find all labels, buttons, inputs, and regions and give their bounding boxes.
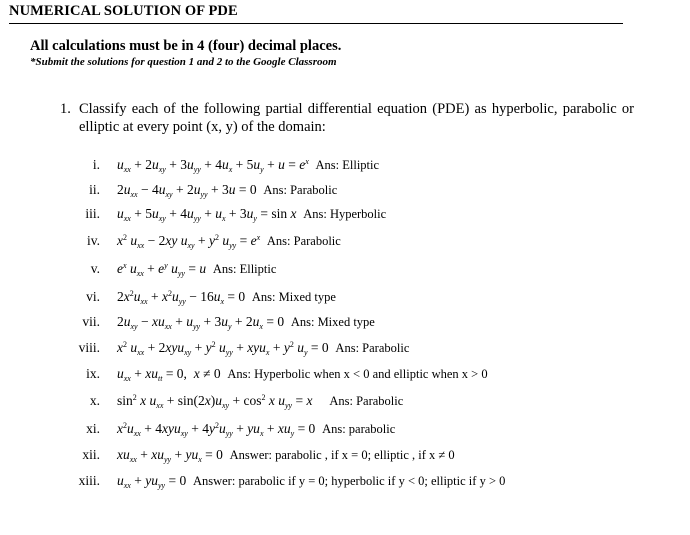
pde-equation: $x^2u_{xx} + 4xyu_{xy} + 4y^2u_{yy} + yu_x + xu_y = 0$ Ans: parabolic xyxy=(117,421,396,438)
item-label: iv. xyxy=(87,233,100,248)
item-answer: Answer: parabolic , if x = 0; elliptic , if x ≠ 0 xyxy=(229,448,455,462)
item-answer: Ans: Parabolic xyxy=(263,183,338,197)
item-label: vii. xyxy=(82,314,100,329)
submission-note: *Submit the solutions for question 1 and 2 to the Google Classroom xyxy=(30,56,337,68)
item-label: iii. xyxy=(85,206,100,221)
pde-equation: $2u_{xy} - xu_{xx} + u_{yy} + 3u_y + 2u_x = 0$ Ans: Mixed type xyxy=(117,314,375,331)
header-divider xyxy=(9,23,623,24)
pde-equation: $u_{xx} + 5u_{xy} + 4u_{yy} + u_x + 3u_y = \sin x$ Ans: Hyperbolic xyxy=(117,206,387,223)
pde-equation: $u_{xx} + yu_{yy} = 0$ Answer: parabolic if y = 0; hyperbolic if y < 0; elliptic if y > 0 xyxy=(117,473,506,490)
item-label: xiii. xyxy=(78,473,100,488)
pde-equation: $\sin^2 x$ $u_{xx} + \sin(2x)u_{xy} + \cos^2 x$ $u_{yy} = x$ Ans: Parabolic xyxy=(117,393,404,410)
header-title: NUMERICAL SOLUTION OF PDE xyxy=(9,3,238,19)
question-text: Classify each of the following partial differential equation (PDE) as hyperbolic, parabolic or elliptic at every point (x, y) of the domain: xyxy=(79,101,634,135)
item-answer: Ans: Elliptic xyxy=(315,158,380,172)
item-label: ii. xyxy=(89,182,100,197)
item-answer: Ans: Parabolic xyxy=(335,341,410,355)
item-label: v. xyxy=(90,261,100,276)
pde-equation: $2x^2u_{xx} + x^2u_{yy} - 16u_x = 0$ Ans: Mixed type xyxy=(117,289,336,306)
item-answer: Ans: Hyperbolic xyxy=(303,207,387,221)
item-answer: Ans: Parabolic xyxy=(329,394,404,408)
question-number: 1. xyxy=(60,101,71,117)
item-label: xi. xyxy=(86,421,100,436)
pde-equation: $u_{xx} + 2u_{xy} + 3u_{yy} + 4u_x + 5u_y + u = e^x$ Ans: Elliptic xyxy=(117,157,380,174)
item-answer: Ans: parabolic xyxy=(322,422,396,436)
pde-equation: $e^x$ $u_{xx} + e^y$ $u_{yy} = u$ Ans: Elliptic xyxy=(117,261,277,278)
item-label: ix. xyxy=(86,366,100,381)
precision-note: All calculations must be in 4 (four) decimal places. xyxy=(30,38,342,54)
pde-equation: $x^2$ $u_{xx} + 2xyu_{xy} + y^2$ $u_{yy} + xyu_x + y^2$ $u_y = 0$ Ans: Parabolic xyxy=(117,340,410,357)
item-answer: Ans: Elliptic xyxy=(212,262,277,276)
pde-equation: $u_{xx} + xu_{tt} = 0$, x ≠ 0 Ans: Hyperbolic when x < 0 and elliptic when x > 0 xyxy=(117,366,488,383)
pde-equation: $2u_{xx} - 4u_{xy} + 2u_{yy} + 3u = 0$ Ans: Parabolic xyxy=(117,182,338,199)
item-answer: Ans: Hyperbolic when x < 0 and elliptic when x > 0 xyxy=(227,367,488,381)
item-label: vi. xyxy=(86,289,100,304)
item-label: viii. xyxy=(78,340,100,355)
pde-equation: $xu_{xx} + xu_{yy} + yu_x = 0$ Answer: parabolic , if x = 0; elliptic , if x ≠ 0 xyxy=(117,447,455,464)
item-answer: Ans: Mixed type xyxy=(251,290,336,304)
item-answer: Answer: parabolic if y = 0; hyperbolic if y < 0; elliptic if y > 0 xyxy=(192,474,506,488)
item-label: x. xyxy=(89,393,100,408)
item-label: xii. xyxy=(82,447,100,462)
item-answer: Ans: Parabolic xyxy=(266,234,341,248)
item-answer: Ans: Mixed type xyxy=(290,315,375,329)
pde-equation: $x^2$ $u_{xx} - 2xy$ $u_{xy} + y^2$ $u_{yy} = e^x$ Ans: Parabolic xyxy=(117,233,341,250)
item-label: i. xyxy=(92,157,100,172)
